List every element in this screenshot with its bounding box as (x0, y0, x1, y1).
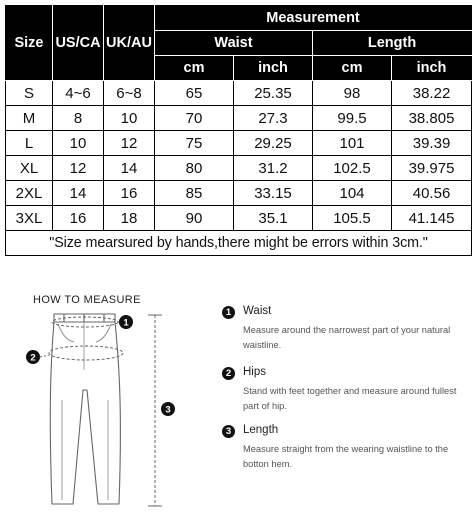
cell-length-inch: 38.22 (392, 81, 472, 106)
cell-length-cm: 104 (313, 181, 392, 206)
cell-length-inch: 39.39 (392, 131, 472, 156)
header-size: Size (6, 6, 53, 81)
cell-uk-au: 16 (104, 181, 155, 206)
cell-uk-au: 12 (104, 131, 155, 156)
step-description: Measure around the narrowest part of your natural waistline. (243, 325, 451, 350)
step-title: Hips (243, 366, 267, 378)
cell-us-ca: 8 (53, 106, 104, 131)
step-number-1-icon: 1 (222, 306, 235, 319)
cell-length-inch: 40.56 (392, 181, 472, 206)
cell-length-cm: 101 (313, 131, 392, 156)
cell-waist-cm: 75 (155, 131, 234, 156)
header-length-inch: inch (392, 56, 472, 81)
header-uk-au: UK/AU (104, 6, 155, 81)
step-number-2-icon: 2 (222, 367, 235, 380)
cell-waist-inch: 27.3 (234, 106, 313, 131)
header-us-ca: US/CA (53, 6, 104, 81)
table-row (6, 206, 472, 231)
measurement-note: "Size mearsured by hands,there might be errors within 3cm." (6, 231, 472, 256)
table-row (6, 156, 472, 181)
cell-length-inch: 39.975 (392, 156, 472, 181)
header-length-cm: cm (313, 56, 392, 81)
marker-1-icon (119, 315, 133, 329)
cell-us-ca: 14 (53, 181, 104, 206)
step-number-3-icon: 3 (222, 425, 235, 438)
cell-size: L (6, 131, 53, 156)
cell-uk-au: 14 (104, 156, 155, 181)
marker-3-icon (161, 402, 175, 416)
cell-uk-au: 10 (104, 106, 155, 131)
cell-length-cm: 105.5 (313, 206, 392, 231)
cell-waist-inch: 33.15 (234, 181, 313, 206)
svg-text:3: 3 (165, 404, 171, 416)
cell-uk-au: 6~8 (104, 81, 155, 106)
marker-2-icon (26, 350, 40, 364)
step-title: Waist (243, 305, 272, 317)
header-waist: Waist (155, 31, 313, 56)
table-row (6, 81, 472, 106)
header-measurement: Measurement (155, 6, 472, 31)
cell-size: 2XL (6, 181, 53, 206)
cell-us-ca: 10 (53, 131, 104, 156)
header-row-1 (6, 6, 472, 31)
svg-text:2: 2 (30, 352, 36, 364)
cell-length-cm: 99.5 (313, 106, 392, 131)
cell-size: 3XL (6, 206, 53, 231)
cell-size: S (6, 81, 53, 106)
pants-outline (50, 322, 120, 504)
header-waist-cm: cm (155, 56, 234, 81)
cell-length-inch: 38.805 (392, 106, 472, 131)
size-chart-table (5, 5, 472, 256)
cell-waist-inch: 35.1 (234, 206, 313, 231)
table-row (6, 181, 472, 206)
cell-waist-cm: 80 (155, 156, 234, 181)
cell-size: XL (6, 156, 53, 181)
step-title: Length (243, 424, 279, 436)
cell-size: M (6, 106, 53, 131)
cell-length-cm: 98 (313, 81, 392, 106)
cell-waist-inch: 31.2 (234, 156, 313, 181)
cell-waist-cm: 65 (155, 81, 234, 106)
header-waist-inch: inch (234, 56, 313, 81)
step-description: Measure straight from the wearing waistline to the botton hem. (243, 444, 449, 469)
cell-length-cm: 102.5 (313, 156, 392, 181)
cell-waist-cm: 70 (155, 106, 234, 131)
note-row (6, 231, 472, 256)
header-length: Length (313, 31, 472, 56)
cell-waist-cm: 85 (155, 181, 234, 206)
cell-waist-inch: 25.35 (234, 81, 313, 106)
hip-guide (49, 346, 123, 360)
cell-waist-inch: 29.25 (234, 131, 313, 156)
table-row (6, 106, 472, 131)
cell-uk-au: 18 (104, 206, 155, 231)
how-to-measure-title: HOW TO MEASURE (33, 294, 141, 306)
cell-waist-cm: 90 (155, 206, 234, 231)
cell-us-ca: 4~6 (53, 81, 104, 106)
cell-us-ca: 16 (53, 206, 104, 231)
table-row (6, 131, 472, 156)
pants-diagram (0, 300, 200, 525)
cell-length-inch: 41.145 (392, 206, 472, 231)
cell-us-ca: 12 (53, 156, 104, 181)
svg-text:1: 1 (123, 317, 129, 329)
step-description: Stand with feet together and measure around fullest part of hip. (243, 386, 457, 411)
